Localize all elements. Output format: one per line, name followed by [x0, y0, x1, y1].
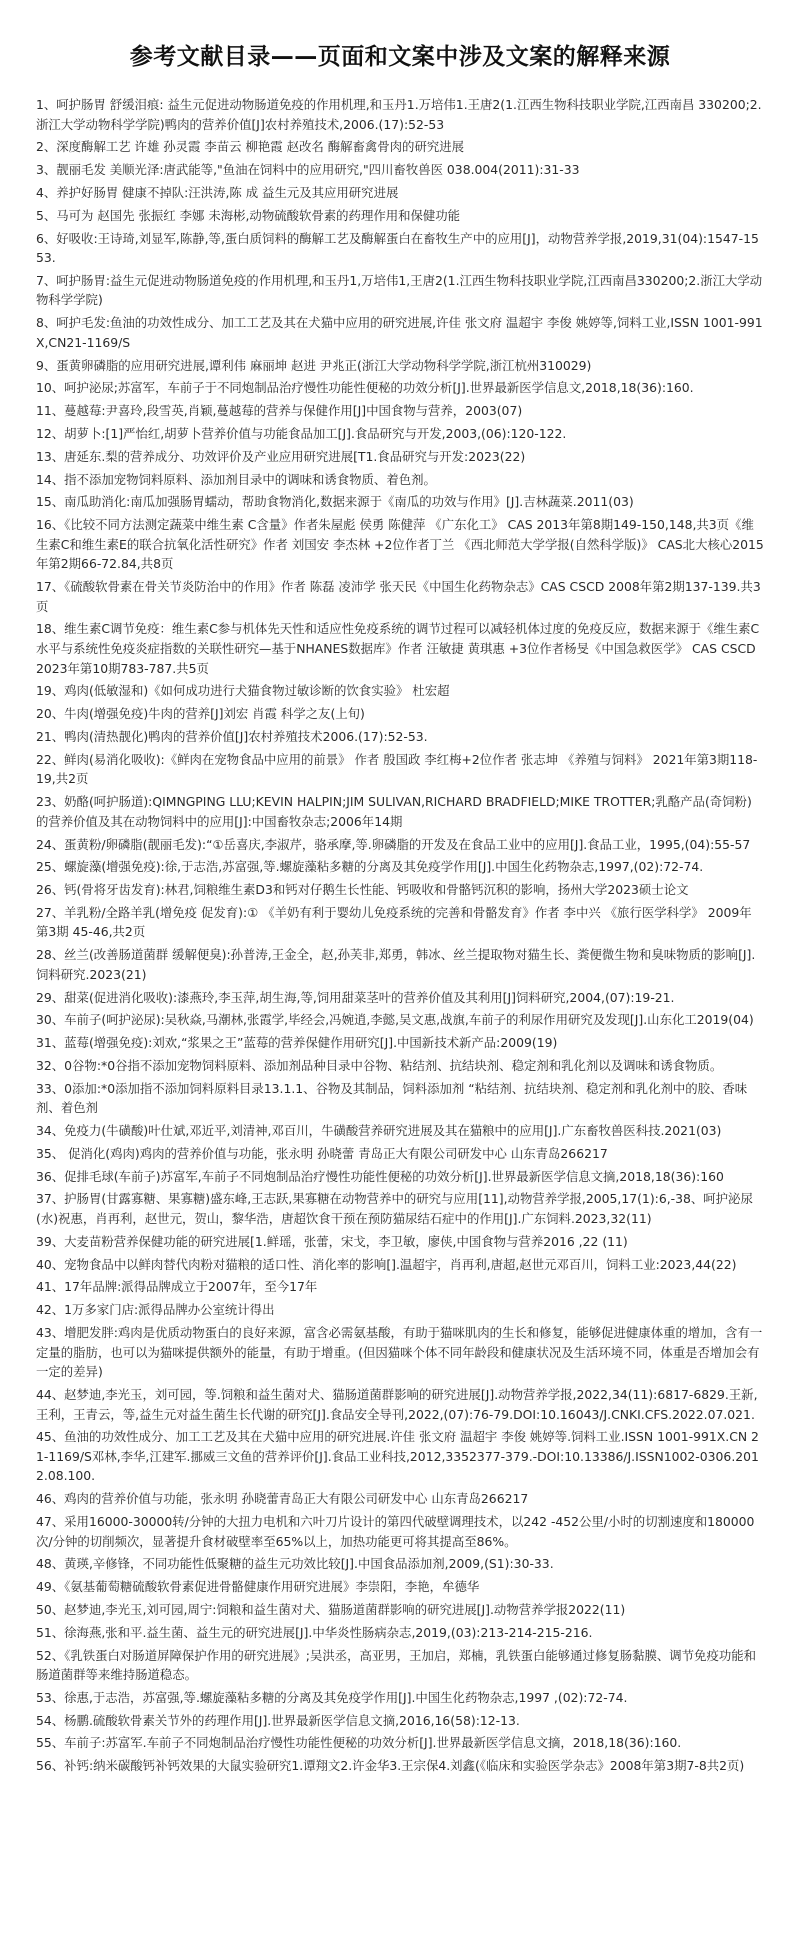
reference-item: 53、徐惠,于志浩，苏富强,等.螺旋藻粘多糖的分离及其免疫学作用[J].中国生化药物杂志,1997 ,(02):72-74. [36, 1689, 628, 1705]
reference-item: 19、鸡肉(低敏湿和)《如何成功进行犬猫食物过敏诊断的饮食实验》 杜宏超 [36, 683, 450, 699]
reference-item: 26、钙(骨将牙齿发育):林君,饲粮维生素D3和钙对仔鹅生长性能、钙吸收和骨骼钙沉积的影响，扬州大学2023硕士论文 [36, 882, 689, 898]
reference-item: 2、深度酶解工艺 许雄 孙灵霞 李苗云 柳艳霞 赵改名 酶解畜禽骨肉的研究进展 [36, 139, 465, 155]
reference-item: 14、指不添加宠物饲料原料、添加剂目录中的调味和诱食物质、着色剂。 [36, 471, 436, 487]
reference-item: 16、《比较不同方法测定蔬菜中维生素 C含量》作者朱屋彪 侯勇 陈健萍 《广东化工》 CAS 2013年第8期149-150,148,共3页《维生素C和维生素E的联合抗氧化活性研究》作者 刘国安 李杰林 +2位作者丁兰 《西北师范大学学报(自然科学版)》 CAS北大核心2015年第2期66-72.84,共8页 [36, 517, 764, 572]
reference-item: 41、17年品牌:派得品牌成立于2007年，至今17年 [36, 1279, 318, 1295]
reference-item: 51、徐海燕,张和平.益生菌、益生元的研究进展[J].中华炎性肠病杂志,2019,(03):213-214-215-216. [36, 1624, 593, 1640]
reference-item: 44、赵梦迪,李光玉，刘可园，等.饲粮和益生菌对犬、猫肠道菌群影响的研究进展[J].动物营养学报,2022,34(11):6817-6829.王新,王利，王青云，等,益生元对益生菌生长代谢的研究[J].食品安全导刊,2022,(07):76-79.DOI:10.16043/J.CNKI.CFS.2022.07.021. [36, 1386, 758, 1422]
reference-item: 5、马可为 赵国先 张振红 李娜 未海彬,动物硫酸软骨素的药理作用和保健功能 [36, 207, 461, 223]
reference-item: 56、补钙:纳米碳酸钙补钙效果的大鼠实验研究1.谭翔文2.许金华3.王宗保4.刘鑫(《临床和实验医学杂志》2008年第3期7-8共2页) [36, 1758, 745, 1774]
reference-list [36, 95, 764, 1776]
reference-item: 45、鱼油的功效性成分、加工工艺及其在犬猫中应用的研究进展.许佳 张文府 温超宇 李俊 姚婷等.饲料工业.ISSN 1001-991X.CN 21-1169/S邓林,李华,江建军.挪威三文鱼的营养评价[J].食品工业科技,2012,3352377-379.-DOI:10.13386/J.ISSN1002-0306.2012.08.100. [36, 1429, 759, 1484]
reference-item: 7、呵护肠胃:益生元促进动物肠道免疫的作用机理,和玉丹1,万培伟1,王唐2(1.江西生物科技职业学院,江西南昌330200;2.浙江大学动物科学学院) [36, 272, 763, 308]
reference-item: 39、大麦苗粉营养保健功能的研究进展[1.鲜瑶，张蕾，宋戈，李卫敏，廖侠,中国食物与营养2016 ,22 (11) [36, 1233, 628, 1249]
reference-item: 21、鸭肉(清热靓化)鸭肉的营养价值[J]农村养殖技术2006.(17):52-53. [36, 728, 428, 744]
reference-item: 35、 促消化(鸡肉)鸡肉的营养价值与功能，张永明 孙晓蕾 青岛正大有限公司研发中心 山东青岛266217 [36, 1145, 608, 1161]
reference-item: 36、促排毛球(车前子)苏富军,车前子不同炮制品治疗慢性功能性便秘的功效分析[J].世界最新医学信息文摘,2018,18(36):160 [36, 1168, 724, 1184]
reference-item: 27、羊乳粉/全路羊乳(增免疫 促发育):① 《羊奶有利于婴幼儿免疫系统的完善和骨骼发育》作者 李中兴 《旅行医学科学》 2009年第3期 45-46,共2页 [36, 904, 752, 940]
reference-item: 3、靓丽毛发 美顺光泽:唐武能等,"鱼油在饲料中的应用研究,"四川畜牧兽医 038.004(2011):31-33 [36, 162, 580, 178]
reference-item: 34、免疫力(牛磺酸)叶仕斌,邓近平,刘清神,邓百川，牛磺酸营养研究进展及其在猫粮中的应用[J].广东畜牧兽医科技.2021(03) [36, 1123, 722, 1139]
reference-item: 18、维生素C调节免疫：维生素C参与机体先天性和适应性免疫系统的调节过程可以减轻机体过度的免疫反应，数据来源于《维生素C水平与系统性免疫炎症指数的关联性研究—基于NHANES数据库》作者 汪敏捷 黄琪惠 +3位作者杨旻《中国急救医学》 CAS CSCD 2023年第10期783-787.共5页 [36, 621, 760, 676]
reference-item: 15、南瓜助消化:南瓜加强肠胃蠕动，帮助食物消化,数据来源于《南瓜的功效与作用》[J].吉林蔬菜.2011(03) [36, 494, 634, 510]
reference-item: 9、蛋黄卵磷脂的应用研究进展,谭利伟 麻丽坤 赵进 尹兆正(浙江大学动物科学学院,浙江杭州310029) [36, 357, 592, 373]
reference-item: 46、鸡肉的营养价值与功能，张永明 孙晓蕾青岛正大有限公司研发中心 山东青岛266217 [36, 1491, 529, 1507]
reference-item: 6、好吸收:王诗琦,刘显军,陈静,等,蛋白质饲料的酶解工艺及酶解蛋白在畜牧生产中的应用[J]，动物营养学报,2019,31(04):1547-1553. [36, 230, 759, 266]
reference-item: 23、奶酪(呵护肠道):QIMNGPING LLU;KEVIN HALPIN;JIM SULIVAN,RICHARD BRADFIELD;MIKE TROTTER;乳酪产品(奇饲粉)的营养价值及其在动物饲料中的应用[J]:中国畜牧杂志;2006年14期 [36, 794, 752, 829]
reference-item: 32、0谷物:*0谷指不添加宠物饲料原料、添加剂品种目录中谷物、粘结剂、抗结块剂、稳定剂和乳化剂以及调味和诱食物质。 [36, 1057, 723, 1073]
reference-item: 8、呵护毛发:鱼油的功效性成分、加工工艺及其在犬猫中应用的研究进展,许佳 张文府 温超宇 李俊 姚婷等,饲料工业,ISSN 1001-991X,CN21-1169/S [36, 315, 763, 350]
reference-item: 33、0添加:*0添加指不添加饲料原料目录13.1.1、谷物及其制品，饲料添加剂 “粘结剂、抗结块剂、稳定剂和乳化剂中的胶、香味剂、着色剂 [36, 1080, 748, 1116]
reference-item: 40、宠物食品中以鲜肉替代肉粉对猫粮的适口性、消化率的影响[].温超宇，肖再利,唐超,赵世元邓百川，饲料工业:2023,44(22) [36, 1256, 737, 1272]
reference-item: 28、丝兰(改善肠道菌群 缓解便臭):孙普涛,王金全，赵,孙芙非,郑勇，韩冰、丝兰提取物对猫生长、粪便微生物和臭味物质的影响[J].饲料研究.2023(21) [36, 947, 756, 982]
reference-item: 24、蛋黄粉/卵磷脂(靓丽毛发):“①岳喜庆,李淑芹，骆承摩,等.卵磷脂的开发及在食品工业中的应用[J].食品工业，1995,(04):55-57 [36, 836, 751, 852]
reference-item: 13、唐延东.梨的营养成分、功效评价及产业应用研究进展[T1.食品研究与开发:2023(22) [36, 448, 526, 464]
reference-item: 4、养护好肠胃 健康不掉队:汪洪涛,陈 成 益生元及其应用研究进展 [36, 184, 399, 200]
reference-item: 47、采用16000-30000转/分钟的大扭力电机和六叶刀片设计的第四代破壁调理技术，以242 -452公里/小时的切割速度和180000次/分钟的切削频次，显著提升食材破壁率至65%以上，加热功能更可将其提高至86%。 [36, 1514, 755, 1549]
page-title: 参考文献目录——页面和文案中涉及文案的解释来源 [129, 44, 671, 70]
reference-item: 55、车前子:苏富军.车前子不同炮制品治疗慢性功能性便秘的功效分析[J].世界最新医学信息文摘，2018,18(36):160. [36, 1735, 682, 1751]
reference-item: 31、蓝莓(增强免疫):刘欢,“浆果之王”蓝莓的营养保健作用研究[J].中国新技术新产品:2009(19) [36, 1035, 558, 1051]
reference-item: 30、车前子(呵护泌尿):吴秋焱,马潮林,张霞学,毕经会,冯婉逍,李懿,吴文惠,战旗,车前子的利尿作用研究及发现[J].山东化工2019(04) [36, 1012, 754, 1028]
reference-item: 20、牛肉(增强免疫)牛肉的营养[J]刘宏 肖霞 科学之友(上旬) [36, 706, 365, 722]
reference-item: 48、黄瑛,辛修锋，不同功能性低聚糖的益生元功效比较[J].中国食品添加剂,2009,(S1):30-33. [36, 1556, 554, 1572]
reference-item: 43、增肥发胖:鸡肉是优质动物蛋白的良好来源，富含必需氨基酸，有助于猫咪肌肉的生长和修复，能够促进健康体重的增加，含有一定量的脂肪，也可以为猫咪提供额外的能量，有助于增重。(但因猫咪个体不同年龄段和健康状况及生活环境不同，体重是否增加会有一定的差异) [36, 1324, 763, 1380]
reference-item: 42、1万多家门店:派得品牌办公室统计得出 [36, 1302, 275, 1318]
reference-item: 1、呵护肠胃 舒缓泪痕: 益生元促进动物肠道免疫的作用机理,和玉丹1.万培伟1.王唐2(1.江西生物科技职业学院,江西南昌 330200;2.浙江大学动物科学学院)鸭肉的营养价值[J]农村养殖技术,2006.(17):52-53 [36, 97, 762, 132]
reference-item: 25、螺旋藻(增强免疫):徐,于志浩,苏富强,等.螺旋藻粘多糖的分离及其免疫学作用[J].中国生化药物杂志,1997,(02):72-74. [36, 859, 704, 875]
reference-item: 10、呵护泌尿;苏富军，车前子于不同炮制品治疗慢性功能性便秘的功效分析[J].世界最新医学信息文,2018,18(36):160. [36, 380, 694, 396]
reference-item: 11、蔓越莓:尹喜玲,段雪英,肖颖,蔓越莓的营养与保健作用[J]中国食物与营养，2003(07) [36, 403, 523, 419]
reference-item: 37、护肠胃(甘露寡糖、果寡糖)盛东峰,王志跃,果寡糖在动物营养中的研究与应用[11],动物营养学报,2005,17(1):6,-38、呵护泌尿(水)祝惠，肖再利，赵世元，贺山，黎华浩，唐超饮食干预在预防猫尿结石症中的作用[J].广东饲料.2023,32(11) [36, 1191, 753, 1227]
reference-item: 50、赵梦迪,李光玉,刘可园,周宁:饲粮和益生菌对犬、猫肠道菌群影响的研究进展[J].动物营养学报2022(11) [36, 1601, 626, 1617]
reference-item: 17、《硫酸软骨素在骨关节炎防治中的作用》作者 陈磊 凌沛学 张天民《中国生化药物杂志》CAS CSCD 2008年第2期137-139.共3页 [36, 579, 761, 614]
reference-item: 54、杨鹏.硫酸软骨素关节外的药理作用[J].世界最新医学信息文摘,2016,16(58):12-13. [36, 1712, 520, 1728]
reference-item: 49、《氨基葡萄糖硫酸软骨素促进骨骼健康作用研究进展》李崇阳，李艳，牟德华 [36, 1579, 480, 1595]
reference-item: 22、鲜肉(易消化吸收):《鲜肉在宠物食品中应用的前景》 作者 殷国政 李红梅+2位作者 张志坤 《养殖与饲料》 2021年第3期118-19,共2页 [36, 751, 758, 787]
reference-item: 29、甜菜(促进消化吸收):漆燕玲,李玉萍,胡生海,等,饲用甜菜茎叶的营养价值及其利用[J]饲料研究,2004,(07):19-21. [36, 989, 675, 1005]
reference-item: 12、胡萝卜:[1]严怡红,胡萝卜营养价值与功能食品加工[J].食品研究与开发,2003,(06):120-122. [36, 425, 567, 441]
reference-item: 52、《乳铁蛋白对肠道屏障保护作用的研究进展》;吴洪丞，高亚男，王加启，郑楠，乳铁蛋白能够通过修复肠黏膜、调节免疫功能和肠道菌群等来维持肠道稳态。 [36, 1647, 757, 1683]
